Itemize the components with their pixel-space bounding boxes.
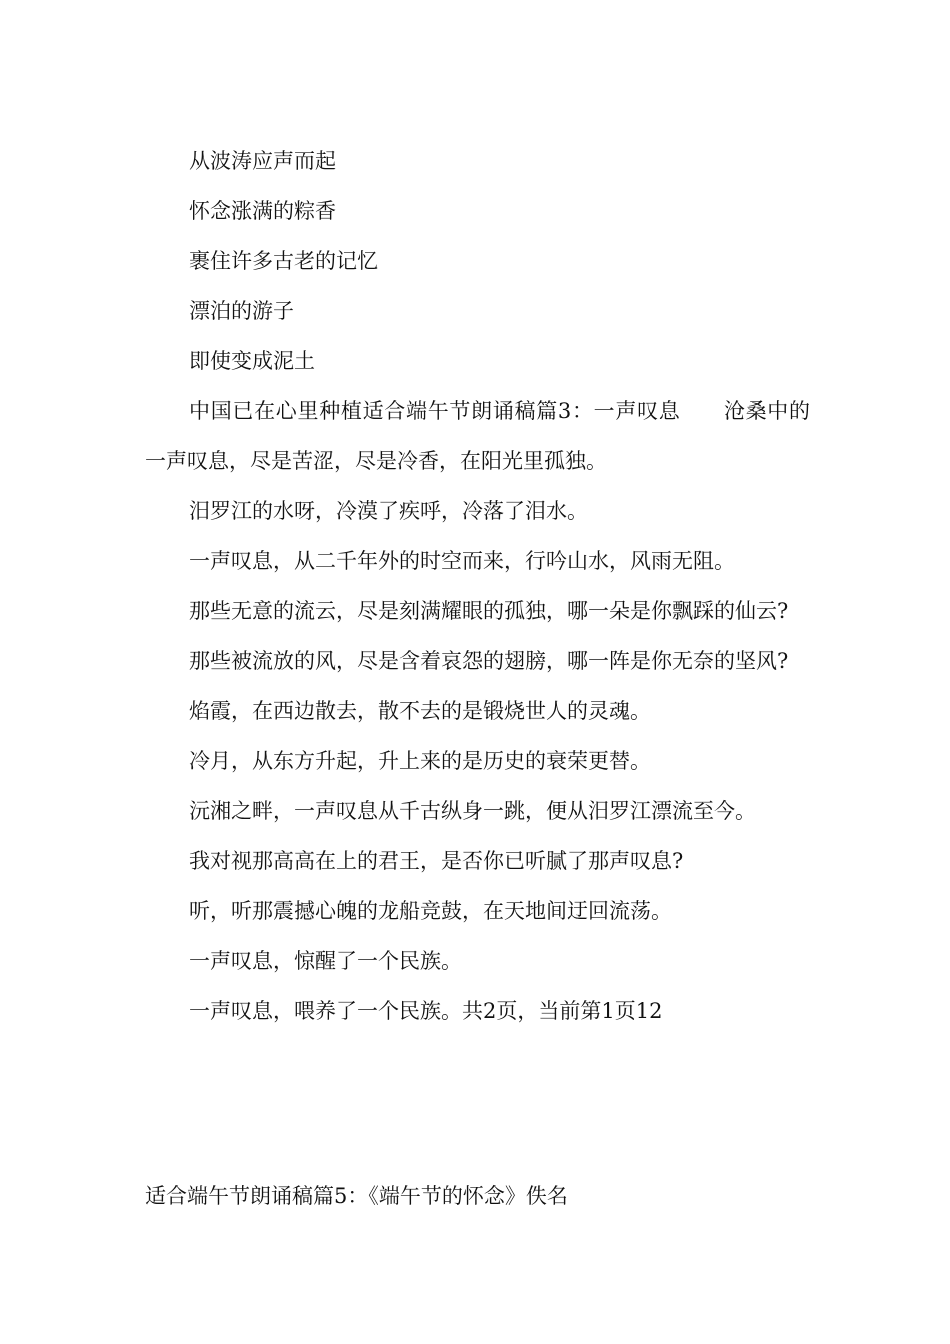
poem-line: 即使变成泥土 bbox=[189, 349, 315, 373]
paragraph: 汨罗江的水呀，冷漠了疾呼，冷落了泪水。 bbox=[189, 499, 588, 523]
paragraph: 那些被流放的风，尽是含着哀怨的翅膀，哪一阵是你无奈的坚风? bbox=[189, 649, 789, 673]
paragraph: 我对视那高高在上的君王，是否你已听腻了那声叹息? bbox=[189, 849, 684, 873]
poem-line: 怀念涨满的粽香 bbox=[189, 199, 336, 223]
paragraph: 冷月，从东方升起，升上来的是历史的衰荣更替。 bbox=[189, 749, 651, 773]
paragraph: 一声叹息，从二千年外的时空而来，行吟山水，风雨无阻。 bbox=[189, 549, 735, 573]
paragraph: 那些无意的流云，尽是刻满耀眼的孤独，哪一朵是你飘踩的仙云? bbox=[189, 599, 789, 623]
poem-line: 漂泊的游子 bbox=[189, 299, 294, 323]
section-title: 适合端午节朗诵稿篇5：《端午节的怀念》佚名 bbox=[145, 1184, 568, 1208]
paragraph: 沅湘之畔，一声叹息从千古纵身一跳，便从汨罗江漂流至今。 bbox=[189, 799, 756, 823]
paragraph: 一声叹息，喂养了一个民族。共2页，当前第1页12 bbox=[189, 999, 663, 1023]
poem-line: 裹住许多古老的记忆 bbox=[189, 249, 378, 273]
paragraph: 中国已在心里种植适合端午节朗诵稿篇3：一声叹息 沧桑中的一声叹息，尽是苦涩，尽是冷香，在阳光里孤独。 bbox=[145, 399, 810, 473]
paragraph: 一声叹息，惊醒了一个民族。 bbox=[189, 949, 462, 973]
poem-line: 从波涛应声而起 bbox=[189, 149, 336, 173]
poem-block bbox=[145, 136, 810, 1036]
paragraph: 听，听那震撼心魄的龙船竞鼓，在天地间迂回流荡。 bbox=[189, 899, 672, 923]
paragraph: 焰霞，在西边散去，散不去的是锻烧世人的灵魂。 bbox=[189, 699, 651, 723]
